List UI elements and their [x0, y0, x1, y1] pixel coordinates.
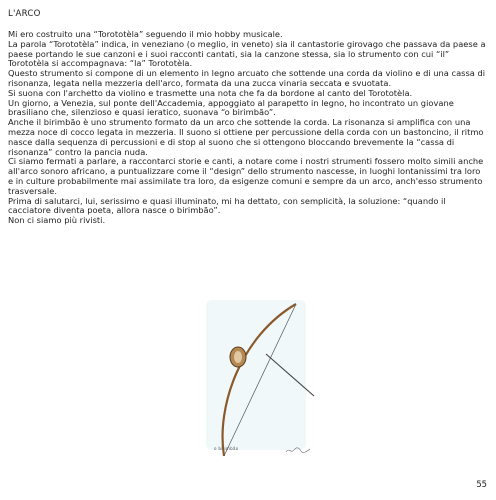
paragraph: Anche il birimbão è uno strumento formato da un arco che sottende la corda. La risonanza si amplifica con una mezza noce di cocco legata in mezzeria. Il suono si ottiene per percussione della corda con un bastoncino, il ritmo nasce dalla sequenza di percussioni e di stop al suono che si ottengono bloccando brevemente la “cassa di risonanza” contro la pancia nuda.	[8, 117, 484, 157]
gourd-opening	[234, 351, 242, 363]
paragraph: Non ci siamo più rivisti.	[8, 215, 106, 226]
paragraph: Ci siamo fermati a parlare, a raccontarci storie e canti, a notare come i nostri strumenti fossero molto simili anche all'arco sonoro africano, a puntualizzare come il “design” dello strumento nascesse, in luoghi lontanissimi tra loro e in culture probabilmente mai assimilate tra loro, da esigenze comuni e sempre da un arco, anch'esso strumento trasversale.	[8, 156, 484, 196]
paragraph: La parola “Torototèla” indica, in veneziano (o meglio, in veneto) sia il cantastorie girovago che passava da paese a paese portando le sue canzoni e i suoi racconti cantati, sia la canzone stessa, sia lo strumento con cui “il” Torototèla si accompagnava: “la” Torototèla.	[8, 38, 486, 69]
section-title: L'ARCO	[8, 9, 41, 19]
paragraph: Questo strumento si compone di un elemento in legno arcuato che sottende una corda da violino e di una cassa di risonanza, legata nella mezzeria dell'arco, formata da una zucca vinaria seccata e svuotata.	[8, 68, 486, 88]
birimbao-illustration	[196, 296, 326, 466]
illustration-caption: o birimbão	[214, 446, 239, 451]
paragraph: Mi ero costruito una “Torototèla” seguendo il mio hobby musicale.	[8, 29, 283, 39]
article-body	[8, 30, 488, 226]
watercolor-wash	[206, 300, 306, 450]
page-number: 55	[476, 479, 487, 489]
paragraph: Prima di salutarci, lui, serissimo e quasi illuminato, mi ha dettato, con semplicità, la soluzione: “quando il cacciatore diventa poeta, allora nasce o birimbão”.	[8, 195, 446, 216]
paragraph: Si suona con l'archetto da violino e trasmette una nota che fa da bordone al canto del Torototèla.	[8, 87, 413, 98]
artist-signature	[285, 445, 311, 455]
paragraph: Un giorno, a Venezia, sul ponte dell'Accademia, appoggiato al parapetto in legno, ho incontrato un giovane brasiliano che, silenzioso e quasi ieratico, suonava “o birimbão”.	[8, 97, 454, 118]
